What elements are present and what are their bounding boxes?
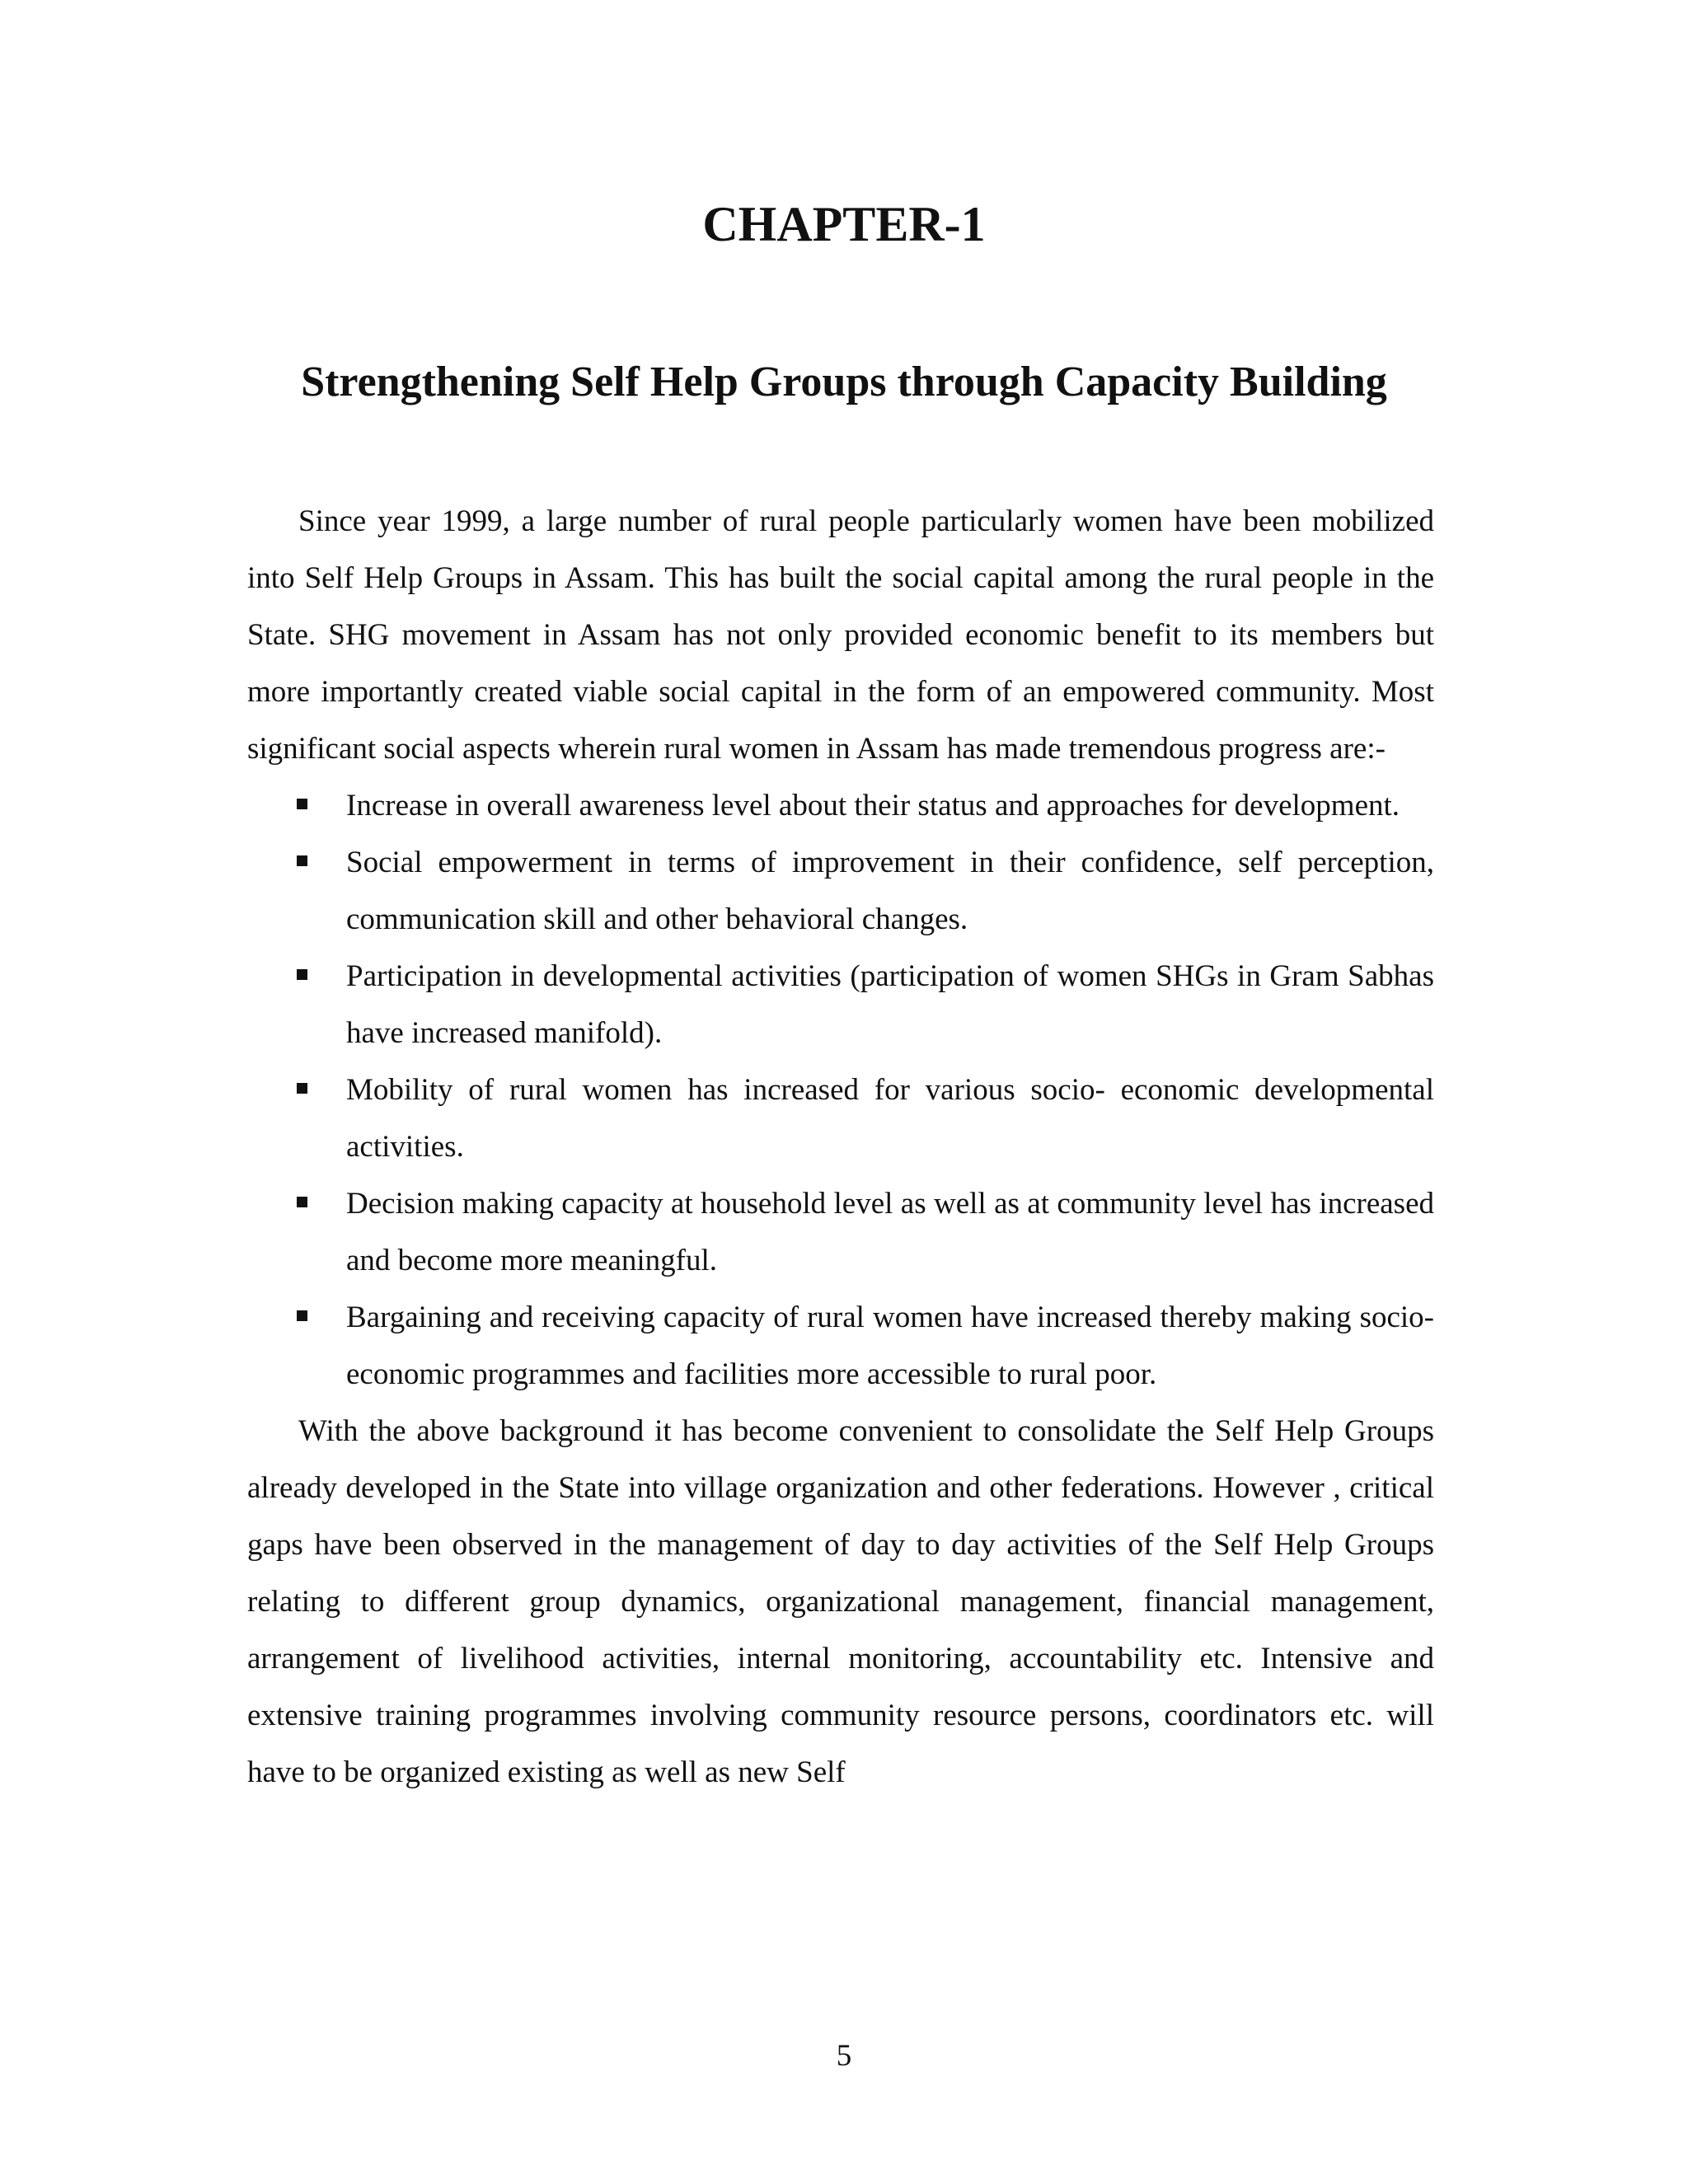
progress-list (247, 777, 1434, 1403)
list-item (247, 1175, 1434, 1289)
list-item (247, 1062, 1434, 1175)
square-bullet-icon (297, 969, 307, 980)
body-text (247, 493, 1434, 1801)
section-title: Strengthening Self Help Groups through Capacity Building (301, 359, 1387, 405)
square-bullet-icon (297, 1083, 307, 1094)
list-item-text: Participation in developmental activities (participation of women SHGs in Gram Sabhas have increased manifold). (346, 959, 1434, 1050)
list-item (247, 948, 1434, 1062)
square-bullet-icon (297, 1310, 307, 1321)
square-bullet-icon (297, 1197, 307, 1207)
list-item-text: Decision making capacity at household level as well as at community level has increased and become more meaningful. (346, 1187, 1434, 1277)
list-item-text: Increase in overall awareness level about their status and approaches for development. (346, 789, 1400, 823)
square-bullet-icon (297, 855, 307, 866)
intro-paragraph: Since year 1999, a large number of rural people particularly women have been mobilized into Self Help Groups in Assam. This has built the social capital among the rural people in the State. SHG movement in Assam has not only provided economic benefit to its members but more importantly created viable social capital in the form of an empowered community. Most significant social aspects wherein rural women in Assam has made tremendous progress are:- (247, 504, 1434, 766)
list-item (247, 834, 1434, 948)
background-paragraph: With the above background it has become convenient to consolidate the Self Help Groups already developed in the State into village organization and other federations. However , critical gaps have been observed in the management of day to day activities of the Self Help Groups relating to different group dynamics, organizational management, financial management, arrangement of livelihood activities, internal monitoring, accountability etc. Intensive and extensive training programmes involving community resource persons, coordinators etc. will have to be organized existing as well as new Self (247, 1414, 1434, 1789)
list-item-text: Mobility of rural women has increased for various socio- economic developmental activities. (346, 1073, 1434, 1164)
list-item (247, 1289, 1434, 1403)
page-number: 5 (836, 2039, 852, 2073)
chapter-title: CHAPTER-1 (702, 197, 986, 251)
list-item-text: Social empowerment in terms of improvement in their confidence, self perception, communication skill and other behavioral changes. (346, 846, 1434, 936)
list-item-text: Bargaining and receiving capacity of rural women have increased thereby making socio- economic programmes and facilities more accessible to rural poor. (346, 1301, 1434, 1391)
square-bullet-icon (297, 799, 307, 809)
list-item (247, 777, 1434, 834)
